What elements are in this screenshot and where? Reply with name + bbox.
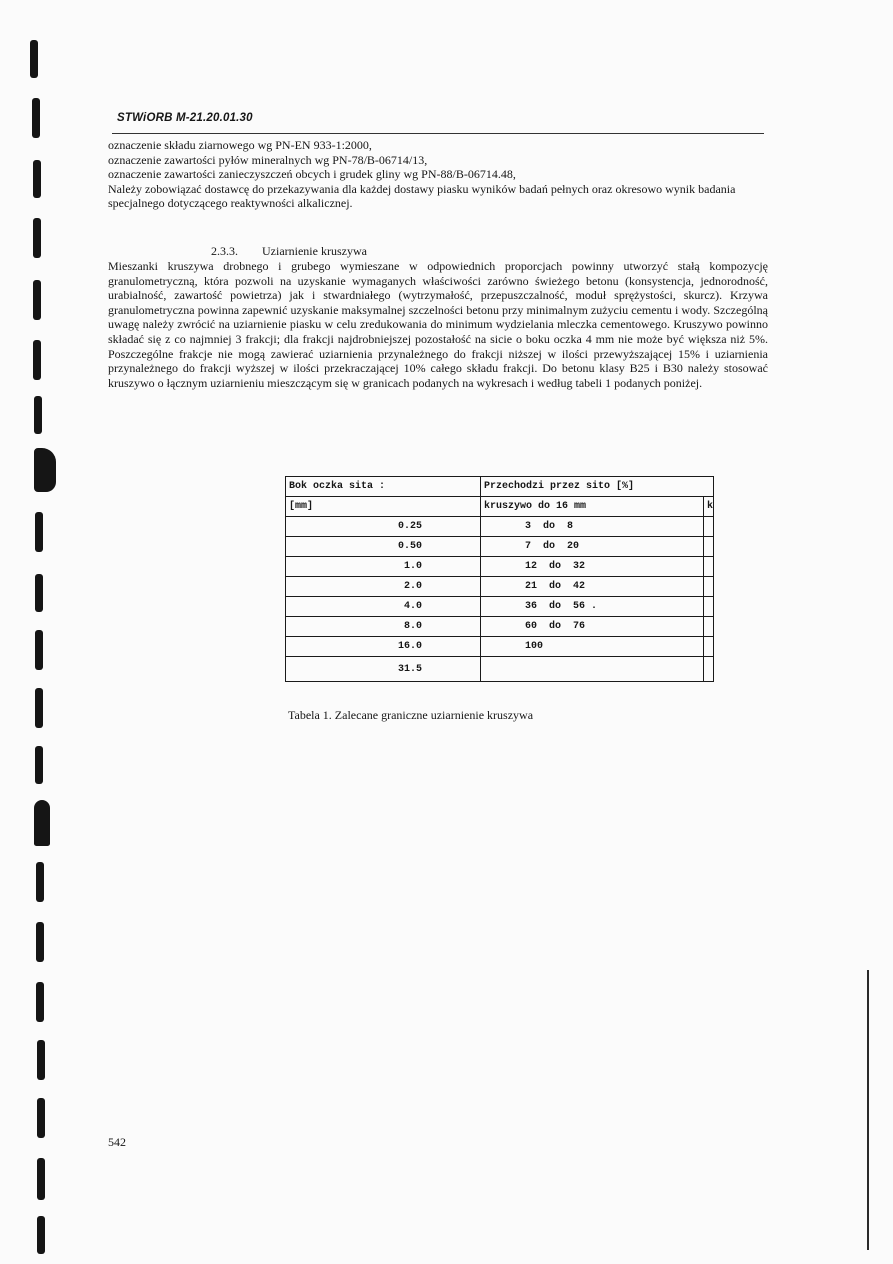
header-aggregate: kruszywo do 16 mm [481,497,704,517]
binding-mark [33,340,41,380]
table-row [286,517,714,537]
binding-mark [33,218,41,258]
header-passing: Przechodzi przez sito [%] [481,477,714,497]
grading-table [285,476,714,682]
binding-mark [34,448,56,492]
passing-range-cell: 60 do 76 [481,617,704,637]
cut-cell [704,617,714,637]
passing-range-cell: 12 do 32 [481,557,704,577]
binding-mark [30,40,38,78]
binding-mark [37,1216,45,1254]
binding-mark [35,688,43,728]
table-row [286,577,714,597]
section-title: Uziarnienie kruszywa [262,244,367,258]
passing-range-cell: 36 do 56 . [481,597,704,617]
binding-mark [37,1040,45,1080]
cut-cell [704,657,714,682]
header-rule [112,133,764,134]
binding-mark [36,922,44,962]
table-row [286,557,714,577]
sieve-size-cell: 31.5 [286,657,481,682]
table-row [286,537,714,557]
intro-line: oznaczenie zawartości pyłów mineralnych wg PN-78/B-06714/13, [108,152,428,167]
binding-mark [34,800,50,846]
table-row [286,637,714,657]
table-row [286,597,714,617]
binding-mark [35,512,43,552]
document-code-header: STWiORB M-21.20.01.30 [117,112,253,124]
cut-cell [704,537,714,557]
intro-line: oznaczenie składu ziarnowego wg PN-EN 933-1:2000, [108,138,372,152]
cut-cell [704,577,714,597]
sieve-size-cell: 2.0 [286,577,481,597]
header-sieve-size: Bok oczka sita : [286,477,481,497]
table-row [286,657,714,682]
header-unit: [mm] [286,497,481,517]
section-body [108,259,768,390]
sieve-size-cell: 0.25 [286,517,481,537]
intro-block [108,138,768,211]
passing-range-cell: 3 do 8 [481,517,704,537]
cut-cell [704,517,714,537]
binding-mark [34,396,42,434]
binding-mark [32,98,40,138]
passing-range-cell: 21 do 42 [481,577,704,597]
table-subheader-row [286,497,714,517]
binding-mark [36,862,44,902]
table-row [286,617,714,637]
scan-edge-line [867,970,869,1250]
intro-line: oznaczenie zawartości zanieczyszczeń obcych i grudek gliny wg PN-88/B-06714.48, [108,167,516,182]
section-heading [211,244,367,259]
binding-mark [33,280,41,320]
binding-mark [35,746,43,784]
intro-line: Należy zobowiązać dostawcę do przekazywania dla każdej dostawy piasku wyników badań pełnych oraz okresowo wynik badania specjalnego dotyczącego reaktywności alkalicznej. [108,181,736,211]
header-cut-column: k [704,497,714,517]
passing-range-cell: 7 do 20 [481,537,704,557]
binding-mark [37,1098,45,1138]
passing-range-cell: 100 [481,637,704,657]
table-caption: Tabela 1. Zalecane graniczne uziarnienie kruszywa [288,708,534,722]
table-header-row [286,477,714,497]
sieve-size-cell: 16.0 [286,637,481,657]
binding-mark [35,630,43,670]
sieve-size-cell: 0.50 [286,537,481,557]
binding-mark [36,982,44,1022]
sieve-size-cell: 1.0 [286,557,481,577]
section-number: 2.3.3. [211,244,238,258]
section-paragraph: Mieszanki kruszywa drobnego i grubego wymieszane w odpowiednich proporcjach powinny utworzyć stałą kompozycję granulometryczną, która pozwoli na uzyskanie wymaganych właściwości zarówno świeżego betonu (konsystencja, jednorodność, urabialność, zawartość powietrza) jak i stwardniałego (wytrzymałość, przepuszczalność, moduł sprężystości, skurcz). Krzywa granulometryczna powinna zapewnić uzyskanie maksymalnej szczelności betonu przy minimalnym zużyciu cementu i wody. Szczególną uwagę należy zwrócić na uziarnienie piasku w celu zredukowania do minimum wydzielania mleczka cementowego. Kruszywo powinno składać się z co najmniej 3 frakcji; dla frakcji najdrobniejszej pozostałość na sicie o boku oczka 4 mm nie może być większa niż 5%. Poszczególne frakcje nie mogą zawierać uziarnienia przynależnego do frakcji niższej w ilości przewyższającej 15% i uziarnienia przynależnego do frakcji wyższej w ilości przekraczającej 10% całego składu frakcji. Do betonu klasy B25 i B30 należy stosować kruszywo o łącznym uziarnieniu mieszczącym się w granicach podanych na wykresach i według tabeli 1 podanych poniżej. [108,259,768,390]
sieve-size-cell: 4.0 [286,597,481,617]
cut-cell [704,597,714,617]
binding-mark [35,574,43,612]
binding-mark [33,160,41,198]
passing-range-cell [481,657,704,682]
cut-cell [704,557,714,577]
page-number: 542 [108,1135,126,1149]
cut-cell [704,637,714,657]
sieve-size-cell: 8.0 [286,617,481,637]
binding-mark [37,1158,45,1200]
